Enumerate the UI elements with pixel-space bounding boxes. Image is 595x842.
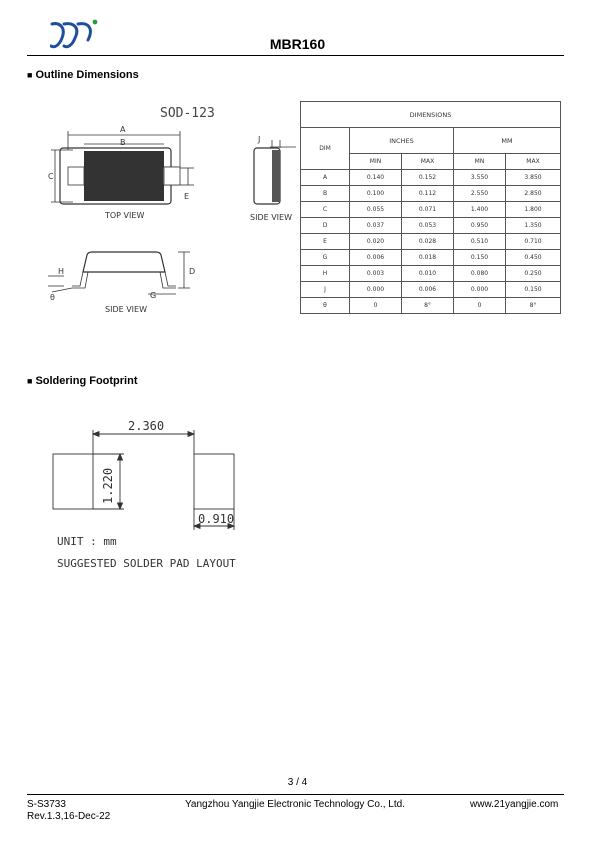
part-number-title: MBR160 <box>269 36 326 52</box>
row-mm-max: 2.850 <box>506 186 561 202</box>
footprint-pad-dim: 0.910 <box>198 512 235 526</box>
row-in-max: 8° <box>402 298 454 314</box>
dim-header: DIM <box>301 128 350 170</box>
footprint-width-dim: 2.360 <box>128 419 165 433</box>
row-in-min: 0.100 <box>350 186 402 202</box>
top-view-label: TOP VIEW <box>105 211 145 220</box>
soldering-section-heading <box>27 375 137 387</box>
row-in-max: 0.006 <box>402 282 454 298</box>
row-in-max: 0.028 <box>402 234 454 250</box>
table-row <box>301 282 561 298</box>
row-mm-min: 0 <box>454 298 506 314</box>
row-in-max: 0.010 <box>402 266 454 282</box>
solder-pad-caption: SUGGESTED SOLDER PAD LAYOUT <box>57 557 236 570</box>
dim-label-h: H <box>58 267 65 276</box>
row-in-max: 0.152 <box>402 170 454 186</box>
mm-min-header: MN <box>454 154 506 170</box>
table-title: DIMENSIONS <box>301 102 561 128</box>
side-view-bottom-label: SIDE VIEW <box>105 305 147 314</box>
row-in-max: 0.112 <box>402 186 454 202</box>
row-in-min: 0.006 <box>350 250 402 266</box>
row-dim: B <box>301 186 350 202</box>
row-mm-max: 0.710 <box>506 234 561 250</box>
row-mm-min: 0.510 <box>454 234 506 250</box>
row-in-min: 0.003 <box>350 266 402 282</box>
row-in-max: 0.053 <box>402 218 454 234</box>
inches-header: INCHES <box>350 128 454 154</box>
soldering-section-title: Soldering Footprint <box>35 375 138 387</box>
row-dim: C <box>301 202 350 218</box>
row-mm-min: 1.400 <box>454 202 506 218</box>
row-dim: θ <box>301 298 350 314</box>
table-row <box>301 266 561 282</box>
section-bullet-icon: ■ <box>27 376 33 386</box>
row-in-min: 0.055 <box>350 202 402 218</box>
right-pad <box>194 454 234 509</box>
row-mm-min: 0.950 <box>454 218 506 234</box>
row-dim: G <box>301 250 350 266</box>
dim-label-theta: θ <box>50 293 55 302</box>
row-mm-min: 2.550 <box>454 186 506 202</box>
row-in-max: 0.071 <box>402 202 454 218</box>
row-mm-max: 3.850 <box>506 170 561 186</box>
table-row <box>301 186 561 202</box>
page-number: 3 / 4 <box>287 777 308 788</box>
top-view-mark <box>84 151 164 201</box>
dim-label-b: B <box>120 138 126 147</box>
doc-number: S-S3733 <box>27 799 66 810</box>
table-row <box>301 218 561 234</box>
row-dim: A <box>301 170 350 186</box>
row-mm-max: 0.150 <box>506 282 561 298</box>
row-mm-min: 0.150 <box>454 250 506 266</box>
row-mm-max: 0.450 <box>506 250 561 266</box>
table-row <box>301 170 561 186</box>
inches-max-header: MAX <box>402 154 454 170</box>
row-dim: J <box>301 282 350 298</box>
unit-label: UNIT : mm <box>57 535 117 548</box>
section-bullet-icon: ■ <box>27 70 33 80</box>
solder-footprint-drawing <box>40 410 260 580</box>
row-mm-max: 1.800 <box>506 202 561 218</box>
footer-rule <box>27 794 564 795</box>
company-name: Yangzhou Yangjie Electronic Technology Co., Ltd. <box>185 799 405 810</box>
row-dim: H <box>301 266 350 282</box>
mm-max-header: MAX <box>506 154 561 170</box>
row-in-min: 0.020 <box>350 234 402 250</box>
side-view-label: SIDE VIEW <box>250 213 292 222</box>
left-pad <box>53 454 93 509</box>
dim-label-a: A <box>120 125 126 134</box>
row-mm-max: 8° <box>506 298 561 314</box>
outline-section-heading <box>27 69 139 81</box>
dim-label-d: D <box>189 267 196 276</box>
table-row <box>301 250 561 266</box>
inches-min-header: MIN <box>350 154 402 170</box>
dim-label-j: J <box>258 135 261 144</box>
revision: Rev.1.3,16-Dec-22 <box>27 811 111 822</box>
package-name: SOD-123 <box>160 106 215 121</box>
mm-header: MM <box>454 128 561 154</box>
dim-label-e: E <box>184 192 190 201</box>
row-in-min: 0 <box>350 298 402 314</box>
row-dim: D <box>301 218 350 234</box>
row-mm-max: 0.250 <box>506 266 561 282</box>
header-rule <box>27 55 564 56</box>
dim-label-c: C <box>48 172 54 181</box>
row-in-min: 0.037 <box>350 218 402 234</box>
row-in-min: 0.140 <box>350 170 402 186</box>
footprint-height-dim: 1.220 <box>101 467 115 504</box>
row-mm-min: 0.080 <box>454 266 506 282</box>
row-in-min: 0.000 <box>350 282 402 298</box>
dimensions-table <box>300 101 561 314</box>
row-mm-min: 0.000 <box>454 282 506 298</box>
website-link[interactable]: www.21yangjie.com <box>470 799 559 810</box>
row-dim: E <box>301 234 350 250</box>
table-row <box>301 298 561 314</box>
outline-section-title: Outline Dimensions <box>35 69 139 81</box>
table-row <box>301 202 561 218</box>
row-in-max: 0.018 <box>402 250 454 266</box>
row-mm-min: 3.550 <box>454 170 506 186</box>
table-row <box>301 234 561 250</box>
row-mm-max: 1.350 <box>506 218 561 234</box>
dim-label-g: G <box>150 291 157 300</box>
